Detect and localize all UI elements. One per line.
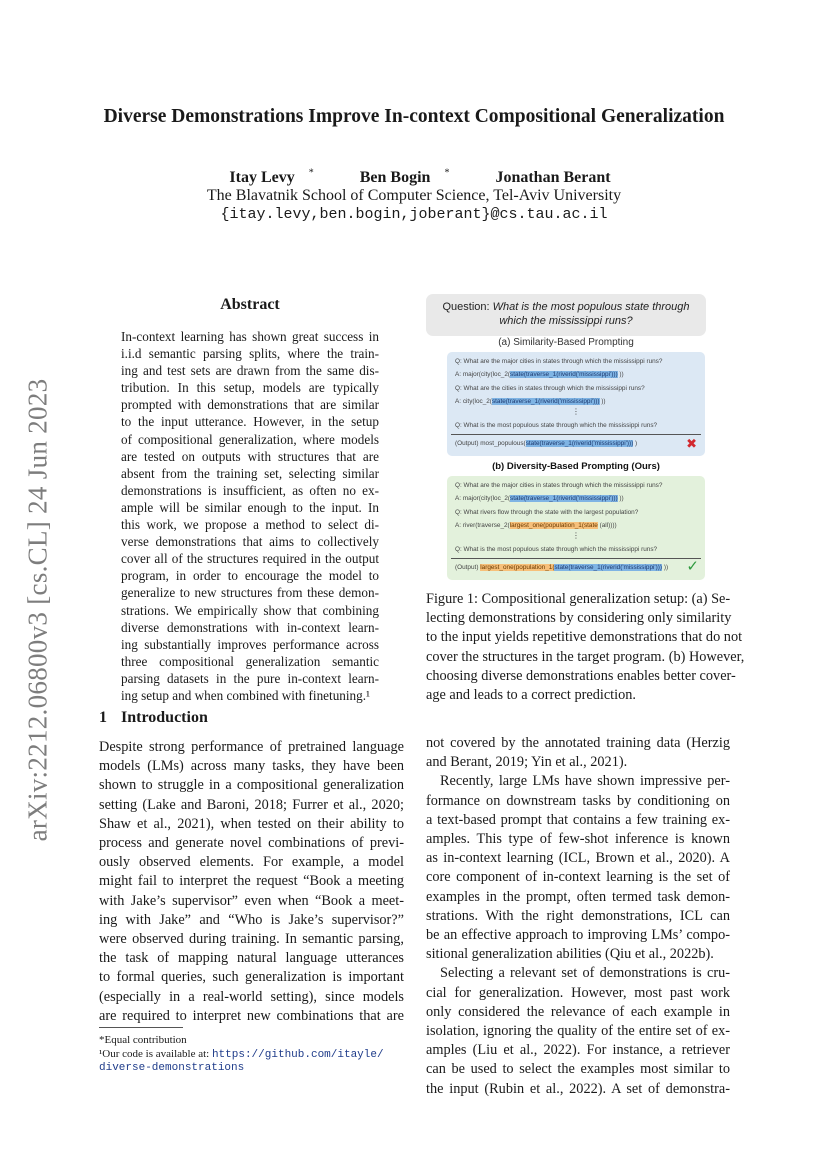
diversity-prompt-panel: Q: What are the major cities in states through which the mississippi runs? A: major(city(loc_2(state(traverse_1(riverid('mississippi'))) )) Q: What rivers flow through the state with the largest population? A: river(traverse_2(largest_one(population_1(state (all)))) ⋮ Q: What is the most populous state through which the mississippi runs? (Output) largest_one(population_1(state(traverse_1(riverid('mississippi'))) )) ✓: [447, 476, 705, 580]
footnote-code: ¹Our code is available at: https://github.com/itayle/: [99, 1048, 384, 1061]
correct-prediction-icon: ✓: [686, 558, 699, 575]
author-list: [160, 168, 680, 187]
figure-label-b: (b) Diversity-Based Prompting (Ours): [492, 461, 660, 472]
wrong-prediction-icon: ✖: [686, 436, 697, 451]
arxiv-id: arXiv:2212.06800v3 [cs.CL] 24 Jun 2023: [22, 378, 53, 842]
author: Itay Levy *: [229, 168, 314, 187]
section-heading: 1 Introduction: [99, 709, 208, 726]
intro-left-column: Despite strong performance of pretrained language models (LMs) across many tasks, they have been shown to struggle in a compositional generalization setting (Lake and Baroni, 2018; Furrer et al., 2020; Shaw et al., 2021), when tested on their ability to process and generate novel combinations of previ- ously observed elements. For example, a model might fail to interpret the request “Book a meeting with Jake’s supervisor” even when “Book a meet- ing with Jake” and “Who is Jake’s supervisor?” were observed during training. In semantic parsing, the task of mapping natural language utterances to formal queries, such generalization is important (especially in a real-world setting), since models are required to interpret new combinations that are: [99, 739, 404, 1024]
arxiv-side-stamp: [18, 370, 58, 850]
affiliation: The Blavatnik School of Computer Science, Tel-Aviv University: [206, 187, 622, 204]
figure-label-a: (a) Similarity-Based Prompting: [498, 337, 634, 348]
code-link-continued[interactable]: diverse-demonstrations: [99, 1062, 245, 1074]
footnote-rule: [99, 1027, 183, 1028]
author: Jonathan Berant: [495, 169, 611, 187]
abstract-body: In-context learning has shown great success in i.i.d semantic parsing splits, where the train- ing and test sets are drawn from the same dis- tribution. In this setup, models are typically prompted with demonstrations that are similar to the input utterance. However, in the setup of compositional generalization, where models are tested on outputs with structures that are absent from the training set, selecting similar demonstrations is insufficient, as often no ex- ample will be similar enough to the input. In this work, we propose a method to select di- verse demonstrations that aims to collectively cover all of the structures required in the output program, in order to encourage the model to generalize to new structures from these demon- strations. We empirically show that combining diverse demonstrations with in-context learn- ing substantially improves performance across three compositional generalization semantic parsing datasets in the pure in-context learn- ing setup and when combined with finetuning.¹: [121, 329, 379, 703]
similarity-prompt-panel: Q: What are the major cities in states through which the mississippi runs? A: major(city(loc_2(state(traverse_1(riverid('mississippi'))) )) Q: What are the cities in states through which the mississippi runs? A: city(loc_2(state(traverse_1(riverid('mississippi'))) )) ⋮ Q: What is the most populous state through which the mississippi runs? (Output) most_populous(state(traverse_1(riverid('mississippi'))) ) ✖: [447, 352, 705, 456]
figure-caption: Figure 1: Compositional generalization setup: (a) Se- lecting demonstrations by considering only similarity to the input yields repetitive demonstrations that do not cover the structures in the target program. (b) However, choosing diverse demonstrations enables better cover- age and leads to a correct prediction.: [426, 591, 745, 704]
paper-title: Diverse Demonstrations Improve In-context Compositional Generalization: [103, 106, 725, 127]
abstract-heading: Abstract: [220, 296, 280, 313]
figure-question-box: Question: What is the most populous state through which the mississippi runs?: [426, 294, 706, 336]
intro-right-column: not covered by the annotated training data (Herzig and Berant, 2019; Yin et al., 2021). Recently, large LMs have shown impressive per- formance on downstream tasks by conditioning on a text-based prompt that contains a few training ex- amples. This type of few-shot inference is known as in-context learning (ICL, Brown et al., 2020). A core component of in-context learning is the set of examples in the prompt, often termed task demon- strations. With the right demonstrations, ICL can be an effective approach to improving LMs’ compo- sitional generalization abilities (Qiu et al., 2022b). Selecting a relevant set of demonstrations is cru- cial for generalization. However, most past work only considered the relevance of each example in isolation, ignoring the quality of the entire set of ex- amples (Liu et al., 2022). For instance, a retriever can be used to select the examples most similar to the input (Rubin et al., 2022). A set of demonstra-: [426, 735, 730, 1097]
code-link[interactable]: https://github.com/itayle/: [211, 1049, 384, 1061]
author-emails: {itay.levy,ben.bogin,joberant}@cs.tau.ac.il: [220, 206, 608, 223]
footnote-equal-contribution: *Equal contribution: [99, 1034, 187, 1046]
author: Ben Bogin *: [359, 168, 450, 187]
